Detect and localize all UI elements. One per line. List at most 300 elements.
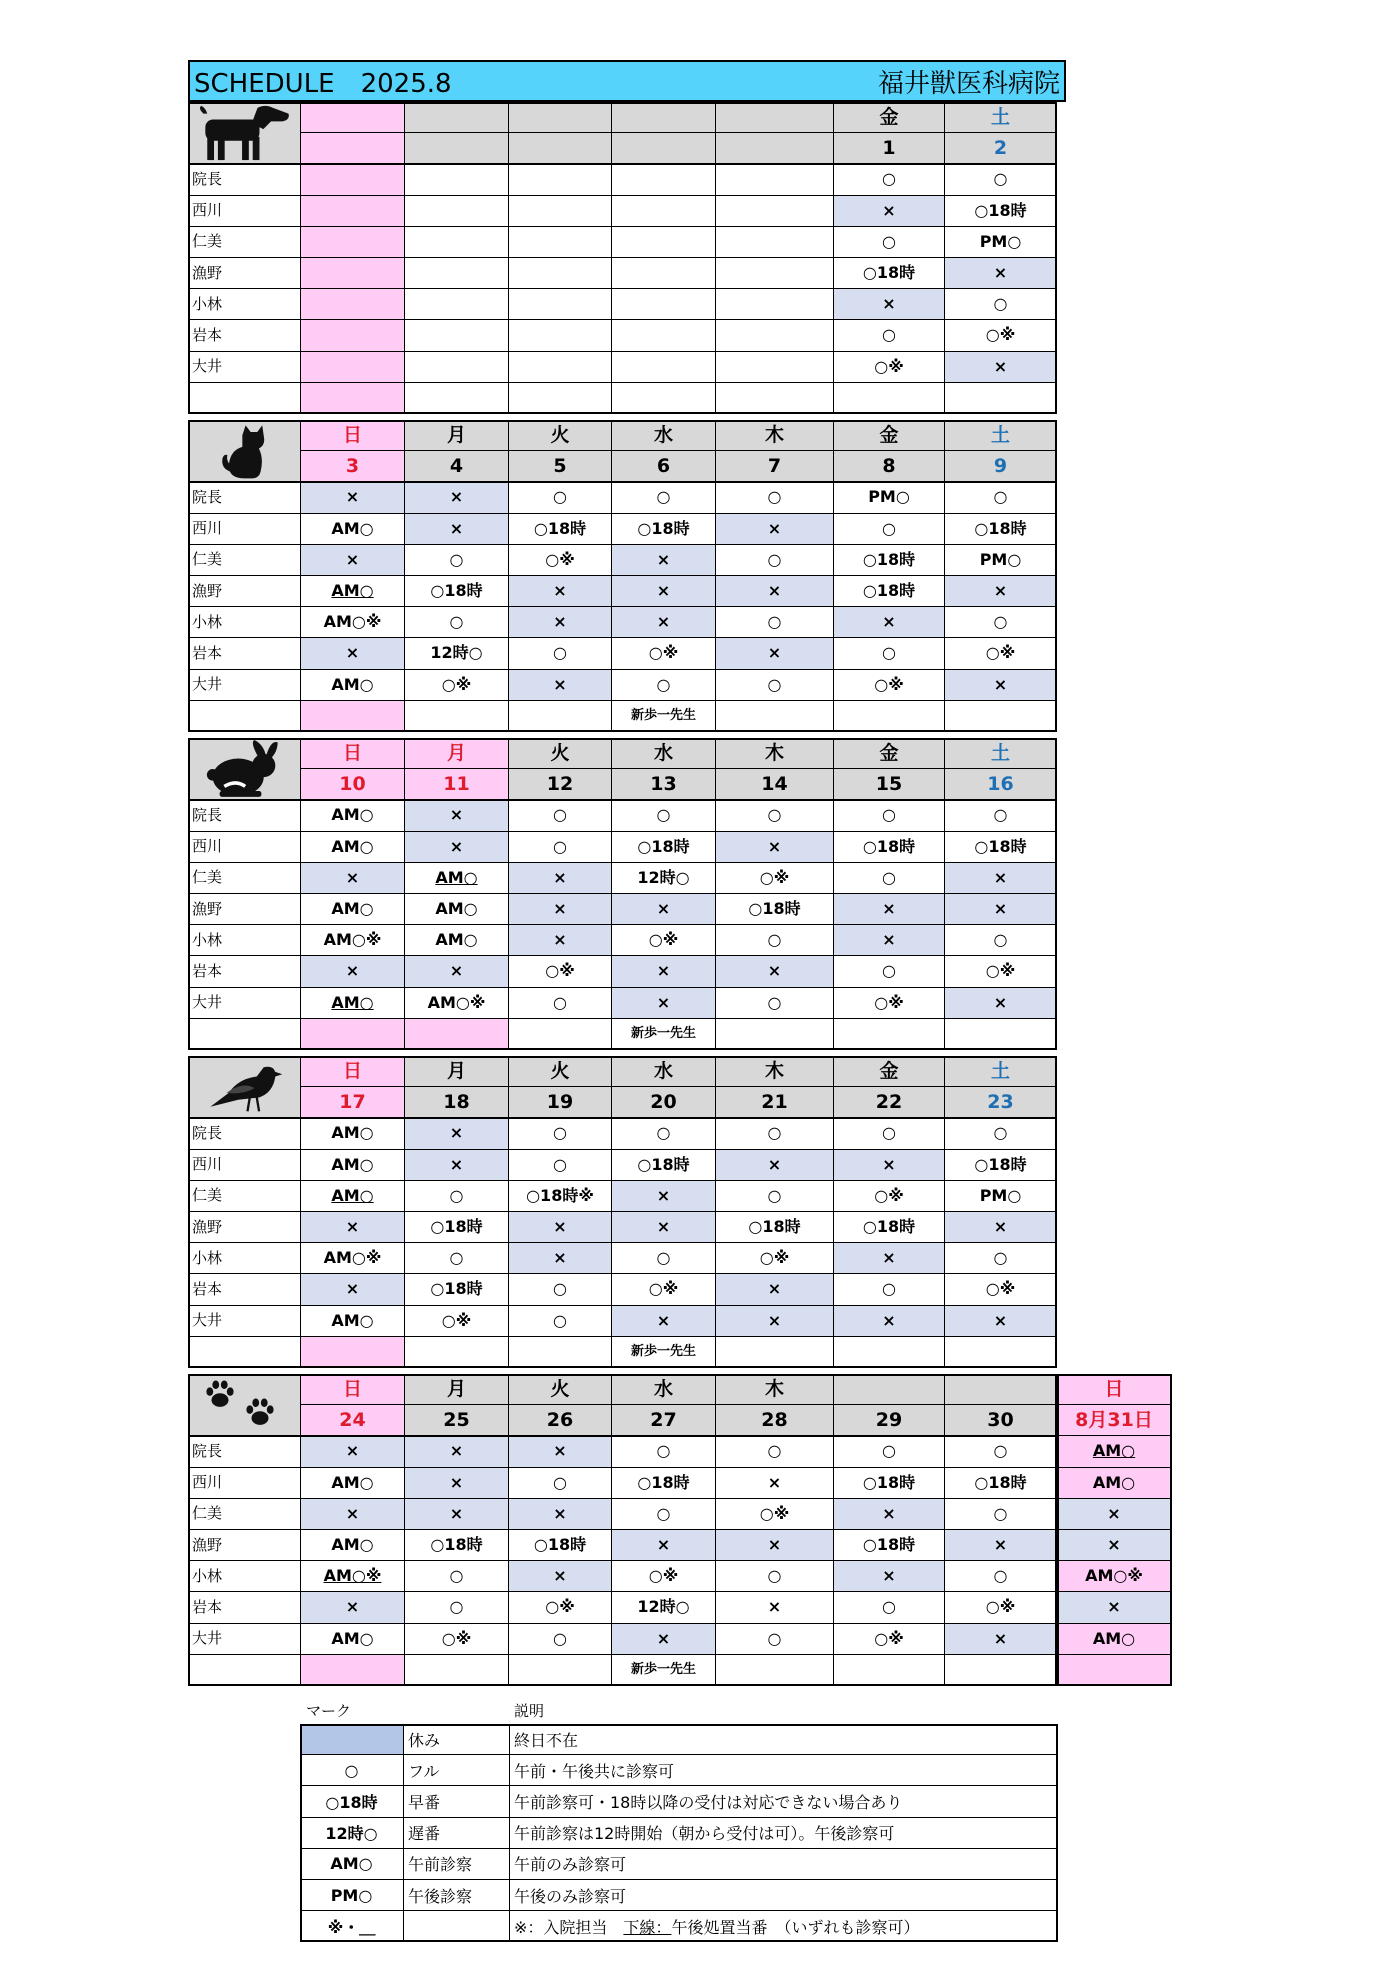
day-of-week: 日 — [301, 420, 405, 451]
schedule-cell: ○ — [612, 482, 716, 513]
schedule-cell: AM○ — [301, 988, 405, 1019]
schedule-cell — [509, 164, 612, 195]
schedule-cell: × — [612, 576, 716, 607]
legend-name: 午前診察 — [404, 1849, 510, 1880]
day-date: 27 — [612, 1405, 716, 1436]
schedule-cell — [301, 227, 405, 258]
day-date: 21 — [716, 1087, 834, 1118]
schedule-cell: ○ — [834, 800, 945, 831]
schedule-cell — [612, 164, 716, 195]
legend-description: 終日不在 — [510, 1724, 1058, 1755]
schedule-cell: ○ — [612, 800, 716, 831]
schedule-cell: × — [612, 1181, 716, 1212]
schedule-cell: × — [405, 1150, 509, 1181]
schedule-cell: ○ — [716, 607, 834, 638]
doctor-note: 新歩一先生 — [612, 701, 716, 732]
day-of-week: 月 — [405, 1056, 509, 1087]
schedule-cell: × — [834, 1561, 945, 1592]
schedule-cell — [509, 352, 612, 383]
schedule-cell: ○ — [509, 800, 612, 831]
doctor-note — [509, 1337, 612, 1368]
legend-description: 午後のみ診察可 — [510, 1880, 1058, 1911]
page-title: SCHEDULE 2025.8 — [194, 68, 452, 99]
schedule-cell: ○18時 — [834, 258, 945, 289]
schedule-cell: ○ — [716, 545, 834, 576]
schedule-cell: AM○ — [1057, 1624, 1172, 1655]
day-of-week: 木 — [716, 420, 834, 451]
schedule-cell: × — [716, 1306, 834, 1337]
schedule-cell: × — [509, 1561, 612, 1592]
schedule-cell: ○ — [945, 1561, 1057, 1592]
doctor-note — [834, 701, 945, 732]
schedule-cell: × — [405, 1118, 509, 1149]
doctor-note — [301, 1019, 405, 1050]
day-date: 13 — [612, 769, 716, 800]
day-of-week: 日 — [1057, 1374, 1172, 1405]
schedule-cell: ○ — [612, 1499, 716, 1530]
day-of-week — [716, 102, 834, 133]
clinic-name: 福井獣医科病院 — [877, 68, 1060, 99]
schedule-cell: AM○ — [301, 1150, 405, 1181]
schedule-cell: × — [509, 1212, 612, 1243]
schedule-cell: × — [405, 514, 509, 545]
doctor-note — [301, 1655, 405, 1686]
schedule-cell: ○ — [834, 514, 945, 545]
doctor-note — [716, 1019, 834, 1050]
schedule-cell: × — [716, 1592, 834, 1623]
schedule-cell: × — [945, 1530, 1057, 1561]
schedule-cell: ○ — [509, 1118, 612, 1149]
staff-name: 漁野 — [188, 576, 301, 607]
schedule-cell: ○ — [612, 1118, 716, 1149]
legend-mark: PM○ — [300, 1880, 404, 1911]
schedule-cell: ○※ — [612, 1274, 716, 1305]
schedule-cell: × — [716, 638, 834, 669]
schedule-cell: ○※ — [945, 638, 1057, 669]
staff-name: 仁美 — [188, 227, 301, 258]
staff-name: 小林 — [188, 925, 301, 956]
doctor-note — [834, 1019, 945, 1050]
schedule-cell: × — [834, 1243, 945, 1274]
day-of-week — [509, 102, 612, 133]
schedule-cell: ○ — [509, 832, 612, 863]
day-date: 2 — [945, 133, 1057, 164]
schedule-cell: × — [834, 289, 945, 320]
day-of-week: 水 — [612, 738, 716, 769]
staff-name: 仁美 — [188, 863, 301, 894]
schedule-cell: ○※ — [509, 545, 612, 576]
day-of-week: 金 — [834, 102, 945, 133]
schedule-cell: × — [1057, 1530, 1172, 1561]
staff-name: 岩本 — [188, 1592, 301, 1623]
rabbit-icon — [194, 740, 294, 798]
schedule-cell: × — [509, 863, 612, 894]
schedule-cell: ○ — [716, 1624, 834, 1655]
schedule-cell: ○ — [945, 800, 1057, 831]
staff-name: 院長 — [188, 1118, 301, 1149]
schedule-cell: 12時○ — [612, 863, 716, 894]
schedule-cell — [301, 196, 405, 227]
schedule-cell: × — [301, 1592, 405, 1623]
day-of-week: 火 — [509, 1374, 612, 1405]
schedule-cell: ○18時 — [834, 1468, 945, 1499]
schedule-cell: ○ — [716, 1561, 834, 1592]
day-date: 1 — [834, 133, 945, 164]
schedule-cell: ○ — [945, 925, 1057, 956]
day-date: 9 — [945, 451, 1057, 482]
legend-description: 午前診察は12時開始（朝から受付は可）。午後診察可 — [510, 1818, 1058, 1849]
schedule-cell: × — [834, 925, 945, 956]
day-date: 26 — [509, 1405, 612, 1436]
schedule-cell: × — [716, 1274, 834, 1305]
day-date: 25 — [405, 1405, 509, 1436]
schedule-cell — [509, 258, 612, 289]
schedule-cell: ○ — [945, 164, 1057, 195]
dog-icon — [194, 104, 294, 162]
schedule-cell: ○※ — [612, 638, 716, 669]
schedule-cell: ○※ — [945, 320, 1057, 351]
legend-name: 休み — [404, 1724, 510, 1755]
schedule-cell: × — [509, 607, 612, 638]
schedule-cell: ○ — [405, 1592, 509, 1623]
schedule-cell: ○18時 — [612, 1150, 716, 1181]
schedule-cell: ○ — [834, 863, 945, 894]
day-of-week — [834, 1374, 945, 1405]
day-date: 30 — [945, 1405, 1057, 1436]
schedule-cell — [405, 320, 509, 351]
schedule-cell: ○18時 — [405, 1530, 509, 1561]
schedule-cell: ○ — [834, 638, 945, 669]
schedule-cell: AM○※ — [301, 925, 405, 956]
day-of-week: 金 — [834, 738, 945, 769]
schedule-cell: ○※ — [716, 1499, 834, 1530]
schedule-cell: ○ — [405, 1243, 509, 1274]
day-of-week: 金 — [834, 420, 945, 451]
day-date — [716, 133, 834, 164]
schedule-cell: × — [509, 1499, 612, 1530]
legend-name: 早番 — [404, 1786, 510, 1817]
legend-mark: AM○ — [300, 1849, 404, 1880]
doctor-note: 新歩一先生 — [612, 1019, 716, 1050]
schedule-cell: × — [1057, 1592, 1172, 1623]
schedule-cell — [716, 227, 834, 258]
legend-mark — [300, 1724, 404, 1755]
day-date — [612, 133, 716, 164]
schedule-cell: ○18時 — [405, 576, 509, 607]
day-of-week — [945, 1374, 1057, 1405]
schedule-cell — [405, 352, 509, 383]
schedule-cell: ○ — [716, 482, 834, 513]
doctor-note — [301, 383, 405, 414]
doctor-note — [301, 701, 405, 732]
day-date: 5 — [509, 451, 612, 482]
schedule-cell: AM○ — [405, 925, 509, 956]
day-date: 14 — [716, 769, 834, 800]
schedule-cell: × — [301, 1274, 405, 1305]
schedule-cell — [612, 320, 716, 351]
doctor-note — [716, 1655, 834, 1686]
schedule-cell: ○※ — [945, 1592, 1057, 1623]
schedule-cell — [716, 258, 834, 289]
doctor-note: 新歩一先生 — [612, 1655, 716, 1686]
schedule-cell: ○※ — [612, 925, 716, 956]
schedule-cell: × — [716, 514, 834, 545]
cat-icon — [194, 422, 294, 480]
day-date: 18 — [405, 1087, 509, 1118]
doctor-note — [834, 383, 945, 414]
schedule-cell: ○18時 — [834, 545, 945, 576]
staff-name: 岩本 — [188, 956, 301, 987]
schedule-cell — [716, 289, 834, 320]
week-icon-box — [188, 1056, 301, 1118]
schedule-cell: × — [716, 576, 834, 607]
day-date: 3 — [301, 451, 405, 482]
schedule-cell — [612, 258, 716, 289]
staff-name: 漁野 — [188, 1530, 301, 1561]
schedule-cell: ○ — [612, 1436, 716, 1467]
schedule-cell: ○※ — [612, 1561, 716, 1592]
staff-name: 西川 — [188, 514, 301, 545]
doctor-note: 新歩一先生 — [612, 1337, 716, 1368]
staff-name: 西川 — [188, 832, 301, 863]
staff-name: 仁美 — [188, 1499, 301, 1530]
schedule-cell: 12時○ — [405, 638, 509, 669]
schedule-cell: ○18時 — [834, 1530, 945, 1561]
schedule-cell: AM○※ — [1057, 1561, 1172, 1592]
schedule-cell: ○※ — [834, 670, 945, 701]
day-date: 29 — [834, 1405, 945, 1436]
legend-desc-header: 説明 — [514, 1702, 545, 1720]
day-date: 11 — [405, 769, 509, 800]
doctor-note — [945, 701, 1057, 732]
schedule-cell: ○ — [612, 1243, 716, 1274]
staff-name: 小林 — [188, 289, 301, 320]
day-of-week: 月 — [405, 738, 509, 769]
schedule-cell: ○※ — [405, 1624, 509, 1655]
schedule-cell: × — [834, 607, 945, 638]
doctor-note — [612, 383, 716, 414]
day-date: 12 — [509, 769, 612, 800]
schedule-cell: ○18時 — [509, 1530, 612, 1561]
schedule-cell: × — [945, 1306, 1057, 1337]
day-date: 7 — [716, 451, 834, 482]
legend-mark: 12時○ — [300, 1818, 404, 1849]
week-icon-box — [188, 738, 301, 800]
schedule-cell: ○18時※ — [509, 1181, 612, 1212]
schedule-cell: × — [301, 956, 405, 987]
schedule-cell: ○ — [405, 1181, 509, 1212]
schedule-cell: ○※ — [945, 956, 1057, 987]
schedule-cell: ○※ — [509, 956, 612, 987]
schedule-cell: × — [509, 925, 612, 956]
schedule-cell: ○ — [509, 1306, 612, 1337]
schedule-cell: × — [945, 670, 1057, 701]
doctor-note — [716, 701, 834, 732]
day-date: 22 — [834, 1087, 945, 1118]
day-of-week: 土 — [945, 1056, 1057, 1087]
week-icon-box — [188, 102, 301, 164]
schedule-cell: ○18時 — [612, 514, 716, 545]
schedule-cell: 12時○ — [612, 1592, 716, 1623]
schedule-cell: × — [405, 1436, 509, 1467]
schedule-cell — [612, 227, 716, 258]
day-of-week: 土 — [945, 102, 1057, 133]
day-date: 15 — [834, 769, 945, 800]
schedule-cell: × — [716, 956, 834, 987]
doctor-note — [509, 383, 612, 414]
doctor-note — [945, 383, 1057, 414]
title-bar — [188, 60, 1066, 102]
schedule-cell: ○ — [716, 1118, 834, 1149]
schedule-cell: ○※ — [716, 863, 834, 894]
schedule-cell: × — [945, 988, 1057, 1019]
doctor-note — [716, 383, 834, 414]
day-date: 8 — [834, 451, 945, 482]
doctor-note — [509, 701, 612, 732]
schedule-cell — [716, 164, 834, 195]
schedule-cell: ○18時 — [716, 894, 834, 925]
schedule-cell — [612, 352, 716, 383]
day-date: 10 — [301, 769, 405, 800]
staff-name: 院長 — [188, 800, 301, 831]
schedule-cell: ○ — [945, 1436, 1057, 1467]
day-of-week: 月 — [405, 1374, 509, 1405]
schedule-cell — [509, 227, 612, 258]
day-date: 4 — [405, 451, 509, 482]
schedule-cell: × — [1057, 1499, 1172, 1530]
doctor-note — [834, 1337, 945, 1368]
legend-mark: ○18時 — [300, 1786, 404, 1817]
schedule-cell: ○18時 — [405, 1274, 509, 1305]
schedule-cell: AM○ — [301, 894, 405, 925]
legend-description: ※：入院担当 下線： 午後処置当番 （いずれも診察可） — [510, 1911, 1058, 1942]
staff-name: 岩本 — [188, 1274, 301, 1305]
doctor-note — [301, 1337, 405, 1368]
schedule-cell: AM○ — [301, 514, 405, 545]
schedule-cell — [405, 227, 509, 258]
schedule-cell: ○ — [834, 320, 945, 351]
legend-name: フル — [404, 1755, 510, 1786]
schedule-cell: ○ — [834, 164, 945, 195]
schedule-cell: ○※ — [834, 988, 945, 1019]
schedule-cell: ○※ — [834, 352, 945, 383]
week-icon-box — [188, 420, 301, 482]
schedule-cell: ○※ — [834, 1624, 945, 1655]
paw-prints-icon — [199, 1378, 289, 1432]
schedule-cell: AM○ — [1057, 1468, 1172, 1499]
day-of-week: 水 — [612, 420, 716, 451]
schedule-cell: ○※ — [509, 1592, 612, 1623]
note-label-cell — [188, 1337, 301, 1368]
staff-name: 岩本 — [188, 320, 301, 351]
schedule-cell: × — [945, 352, 1057, 383]
staff-name: 西川 — [188, 1150, 301, 1181]
day-of-week: 木 — [716, 1056, 834, 1087]
schedule-cell: ○ — [716, 800, 834, 831]
schedule-cell — [405, 164, 509, 195]
schedule-cell: ○18時 — [612, 1468, 716, 1499]
doctor-note — [834, 1655, 945, 1686]
staff-name: 仁美 — [188, 545, 301, 576]
legend-name: 午後診察 — [404, 1880, 510, 1911]
bird-icon — [194, 1058, 294, 1116]
schedule-cell: ○ — [945, 289, 1057, 320]
schedule-cell: ○ — [945, 607, 1057, 638]
staff-name: 西川 — [188, 1468, 301, 1499]
doctor-note — [716, 1337, 834, 1368]
schedule-cell: × — [945, 576, 1057, 607]
schedule-cell: AM○ — [301, 1118, 405, 1149]
schedule-cell: ○ — [405, 545, 509, 576]
schedule-cell: × — [405, 1468, 509, 1499]
schedule-cell: ○18時 — [945, 1150, 1057, 1181]
schedule-cell: ○18時 — [834, 832, 945, 863]
schedule-cell: × — [612, 1530, 716, 1561]
schedule-cell: ○ — [834, 1118, 945, 1149]
schedule-cell: AM○ — [405, 863, 509, 894]
schedule-cell: AM○※ — [301, 1243, 405, 1274]
schedule-cell: ○ — [834, 1274, 945, 1305]
schedule-cell: ○ — [509, 482, 612, 513]
legend-description: 午前のみ診察可 — [510, 1849, 1058, 1880]
staff-name: 仁美 — [188, 1181, 301, 1212]
schedule-cell: ○ — [509, 1150, 612, 1181]
schedule-cell: ○ — [945, 482, 1057, 513]
schedule-cell: ○ — [834, 1436, 945, 1467]
schedule-cell: PM○ — [945, 227, 1057, 258]
staff-name: 小林 — [188, 607, 301, 638]
staff-name: 岩本 — [188, 638, 301, 669]
schedule-cell: × — [834, 196, 945, 227]
schedule-cell: ○ — [509, 1274, 612, 1305]
doctor-note — [405, 1655, 509, 1686]
schedule-cell: ○18時 — [945, 514, 1057, 545]
day-of-week: 日 — [301, 738, 405, 769]
schedule-cell: ○ — [834, 956, 945, 987]
schedule-cell: × — [612, 545, 716, 576]
staff-name: 漁野 — [188, 1212, 301, 1243]
schedule-cell: ○ — [405, 607, 509, 638]
schedule-cell: AM○ — [301, 1306, 405, 1337]
legend-mark: ※・＿ — [300, 1911, 404, 1942]
day-date: 24 — [301, 1405, 405, 1436]
schedule-cell: AM○ — [301, 1530, 405, 1561]
schedule-cell: × — [716, 832, 834, 863]
staff-name: 大井 — [188, 1306, 301, 1337]
schedule-cell: × — [834, 1499, 945, 1530]
schedule-cell: × — [612, 1212, 716, 1243]
schedule-cell — [405, 289, 509, 320]
day-date: 19 — [509, 1087, 612, 1118]
schedule-cell — [301, 258, 405, 289]
day-of-week: 水 — [612, 1374, 716, 1405]
schedule-cell — [509, 196, 612, 227]
schedule-cell: ○ — [834, 227, 945, 258]
schedule-cell: ○※ — [716, 1243, 834, 1274]
schedule-cell — [716, 352, 834, 383]
schedule-cell: AM○ — [301, 800, 405, 831]
day-date — [405, 133, 509, 164]
schedule-cell: × — [945, 1624, 1057, 1655]
schedule-cell: ○※ — [945, 1274, 1057, 1305]
schedule-cell: AM○ — [1057, 1436, 1172, 1467]
note-label-cell — [188, 383, 301, 414]
staff-name: 大井 — [188, 352, 301, 383]
schedule-cell: × — [509, 1243, 612, 1274]
schedule-cell: × — [301, 638, 405, 669]
schedule-cell: × — [405, 1499, 509, 1530]
schedule-cell: ○※ — [405, 1306, 509, 1337]
